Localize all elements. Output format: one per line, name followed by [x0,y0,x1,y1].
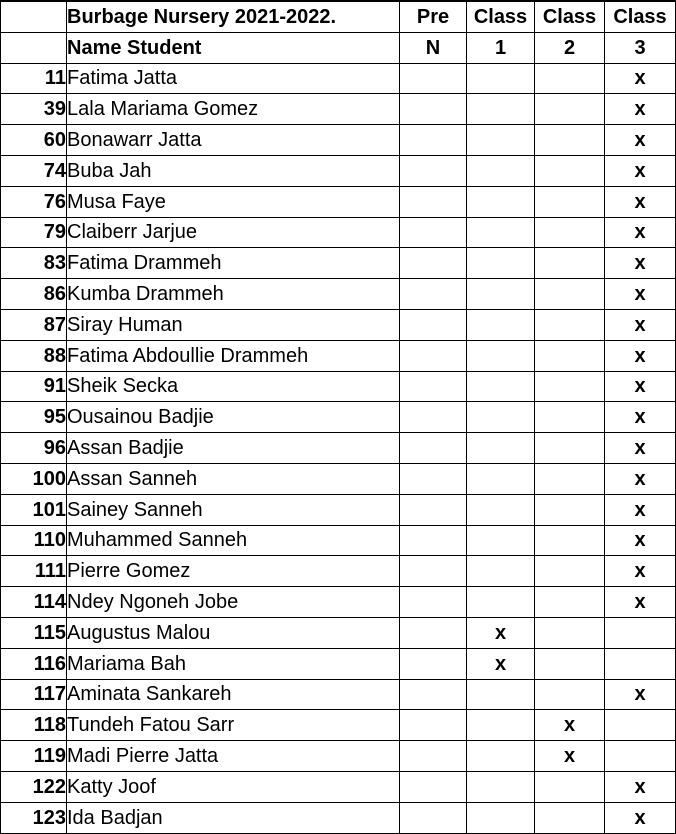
mark-cell-class-2 [535,248,605,279]
table-row [1,463,676,494]
student-id-cell: 101 [1,494,67,525]
mark-cell-class-2 [535,525,605,556]
mark-cell-class-3 [605,617,676,648]
table-row [1,771,676,802]
student-id-cell: 86 [1,279,67,310]
mark-cell-pre-n [400,309,467,340]
table-row [1,63,676,94]
student-name-cell: Bonawarr Jatta [67,125,400,156]
mark-cell-class-2 [535,771,605,802]
mark-cell-pre-n [400,186,467,217]
mark-cell-pre-n [400,63,467,94]
student-id-cell: 95 [1,402,67,433]
student-name-cell: Musa Faye [67,186,400,217]
table-row [1,155,676,186]
mark-cell-class-1 [467,279,535,310]
table-row [1,371,676,402]
student-name-cell: Siray Human [67,309,400,340]
mark-cell-class-1 [467,63,535,94]
mark-cell-class-1 [467,155,535,186]
mark-cell-pre-n [400,525,467,556]
column-header-class-3-bottom: 3 [605,32,676,63]
student-id-cell: 116 [1,648,67,679]
student-name-cell: Assan Sanneh [67,463,400,494]
column-header-class-3-top: Class [605,1,676,32]
student-name-cell: Kumba Drammeh [67,279,400,310]
mark-cell-class-1 [467,309,535,340]
mark-cell-class-1 [467,402,535,433]
student-id-cell: 115 [1,617,67,648]
student-name-cell: Augustus Malou [67,617,400,648]
student-name-cell: Lala Mariama Gomez [67,94,400,125]
mark-cell-class-3: x [605,556,676,587]
mark-cell-pre-n [400,556,467,587]
student-id-cell: 117 [1,679,67,710]
mark-cell-class-1 [467,186,535,217]
table-row [1,710,676,741]
table-body [1,1,676,833]
mark-cell-class-3: x [605,433,676,464]
mark-cell-pre-n [400,648,467,679]
table-row [1,279,676,310]
student-id-cell: 91 [1,371,67,402]
mark-cell-class-3: x [605,587,676,618]
column-header-class-1-bottom: 1 [467,32,535,63]
table-row [1,125,676,156]
mark-cell-class-2 [535,679,605,710]
mark-cell-class-1 [467,679,535,710]
mark-cell-class-1 [467,556,535,587]
student-name-cell: Assan Badjie [67,433,400,464]
table-row [1,587,676,618]
mark-cell-class-2 [535,556,605,587]
table-row [1,617,676,648]
mark-cell-class-2 [535,802,605,833]
student-name-cell: Tundeh Fatou Sarr [67,710,400,741]
mark-cell-pre-n [400,617,467,648]
table-row [1,217,676,248]
mark-cell-class-3: x [605,525,676,556]
table-row [1,94,676,125]
student-id-cell: 119 [1,741,67,772]
mark-cell-pre-n [400,679,467,710]
mark-cell-class-2: x [535,741,605,772]
mark-cell-class-1 [467,340,535,371]
table-row [1,402,676,433]
table-row [1,186,676,217]
student-name-cell: Ndey Ngoneh Jobe [67,587,400,618]
sheet-title: Burbage Nursery 2021-2022. [67,1,400,32]
mark-cell-pre-n [400,463,467,494]
mark-cell-class-2 [535,94,605,125]
mark-cell-class-1 [467,463,535,494]
mark-cell-class-3: x [605,186,676,217]
mark-cell-class-1 [467,94,535,125]
mark-cell-class-2 [535,494,605,525]
mark-cell-pre-n [400,771,467,802]
student-id-cell: 11 [1,63,67,94]
mark-cell-class-2 [535,617,605,648]
mark-cell-class-3 [605,710,676,741]
mark-cell-pre-n [400,710,467,741]
mark-cell-class-1 [467,217,535,248]
mark-cell-class-1 [467,741,535,772]
student-id-cell: 60 [1,125,67,156]
student-name-cell: Ida Badjan [67,802,400,833]
student-id-cell: 110 [1,525,67,556]
header-corner-cell-2 [1,32,67,63]
column-header-pre-n-bottom: N [400,32,467,63]
mark-cell-class-3 [605,741,676,772]
mark-cell-class-3: x [605,679,676,710]
mark-cell-class-2 [535,340,605,371]
student-name-cell: Buba Jah [67,155,400,186]
student-name-cell: Mariama Bah [67,648,400,679]
mark-cell-class-2 [535,217,605,248]
column-header-class-1-top: Class [467,1,535,32]
student-name-cell: Muhammed Sanneh [67,525,400,556]
mark-cell-class-1 [467,710,535,741]
student-id-cell: 79 [1,217,67,248]
mark-cell-class-2 [535,279,605,310]
column-header-class-2-top: Class [535,1,605,32]
student-name-cell: Fatima Abdoullie Drammeh [67,340,400,371]
mark-cell-pre-n [400,155,467,186]
mark-cell-class-2 [535,186,605,217]
student-name-cell: Katty Joof [67,771,400,802]
mark-cell-class-3: x [605,771,676,802]
mark-cell-class-1: x [467,617,535,648]
mark-cell-class-3: x [605,94,676,125]
mark-cell-pre-n [400,340,467,371]
mark-cell-class-2 [535,402,605,433]
student-id-cell: 76 [1,186,67,217]
mark-cell-class-2 [535,371,605,402]
mark-cell-pre-n [400,402,467,433]
student-id-cell: 88 [1,340,67,371]
student-id-cell: 123 [1,802,67,833]
header-row-1 [1,1,676,32]
mark-cell-class-3: x [605,402,676,433]
mark-cell-class-3: x [605,63,676,94]
mark-cell-pre-n [400,248,467,279]
mark-cell-class-2: x [535,710,605,741]
mark-cell-class-3: x [605,217,676,248]
mark-cell-class-3: x [605,802,676,833]
table-row [1,525,676,556]
student-id-cell: 96 [1,433,67,464]
table-row [1,248,676,279]
mark-cell-pre-n [400,741,467,772]
mark-cell-pre-n [400,494,467,525]
column-header-pre-n-top: Pre [400,1,467,32]
header-corner-cell [1,1,67,32]
mark-cell-class-2 [535,63,605,94]
mark-cell-class-2 [535,463,605,494]
student-name-cell: Sheik Secka [67,371,400,402]
student-id-cell: 111 [1,556,67,587]
student-id-cell: 122 [1,771,67,802]
mark-cell-class-3: x [605,309,676,340]
table-row [1,340,676,371]
table-row [1,556,676,587]
mark-cell-pre-n [400,94,467,125]
student-name-cell: Fatima Drammeh [67,248,400,279]
mark-cell-class-2 [535,125,605,156]
mark-cell-class-1 [467,525,535,556]
table-row [1,741,676,772]
mark-cell-class-2 [535,587,605,618]
name-column-header: Name Student [67,32,400,63]
mark-cell-class-1 [467,587,535,618]
student-name-cell: Fatima Jatta [67,63,400,94]
mark-cell-pre-n [400,125,467,156]
mark-cell-class-1 [467,802,535,833]
student-id-cell: 74 [1,155,67,186]
student-id-cell: 39 [1,94,67,125]
student-name-cell: Aminata Sankareh [67,679,400,710]
mark-cell-class-3: x [605,340,676,371]
mark-cell-pre-n [400,587,467,618]
mark-cell-pre-n [400,802,467,833]
mark-cell-class-2 [535,648,605,679]
table-row [1,433,676,464]
mark-cell-pre-n [400,279,467,310]
student-name-cell: Claiberr Jarjue [67,217,400,248]
mark-cell-class-1 [467,371,535,402]
mark-cell-class-1 [467,248,535,279]
mark-cell-class-3: x [605,248,676,279]
mark-cell-class-3: x [605,371,676,402]
mark-cell-pre-n [400,433,467,464]
column-header-class-2-bottom: 2 [535,32,605,63]
table-row [1,494,676,525]
student-id-cell: 118 [1,710,67,741]
student-name-cell: Ousainou Badjie [67,402,400,433]
mark-cell-class-2 [535,155,605,186]
mark-cell-class-3: x [605,494,676,525]
student-id-cell: 83 [1,248,67,279]
table-row [1,679,676,710]
student-name-cell: Sainey Sanneh [67,494,400,525]
table-row [1,802,676,833]
student-id-cell: 114 [1,587,67,618]
mark-cell-class-3: x [605,125,676,156]
mark-cell-class-2 [535,309,605,340]
mark-cell-class-1 [467,771,535,802]
student-name-cell: Madi Pierre Jatta [67,741,400,772]
mark-cell-class-1: x [467,648,535,679]
mark-cell-class-2 [535,433,605,464]
mark-cell-class-1 [467,494,535,525]
mark-cell-pre-n [400,371,467,402]
mark-cell-class-3: x [605,279,676,310]
header-row-2 [1,32,676,63]
student-id-cell: 87 [1,309,67,340]
mark-cell-class-3: x [605,155,676,186]
table-row [1,309,676,340]
table-row [1,648,676,679]
student-id-cell: 100 [1,463,67,494]
student-name-cell: Pierre Gomez [67,556,400,587]
mark-cell-class-1 [467,125,535,156]
mark-cell-class-3: x [605,463,676,494]
mark-cell-class-1 [467,433,535,464]
mark-cell-class-3 [605,648,676,679]
mark-cell-pre-n [400,217,467,248]
